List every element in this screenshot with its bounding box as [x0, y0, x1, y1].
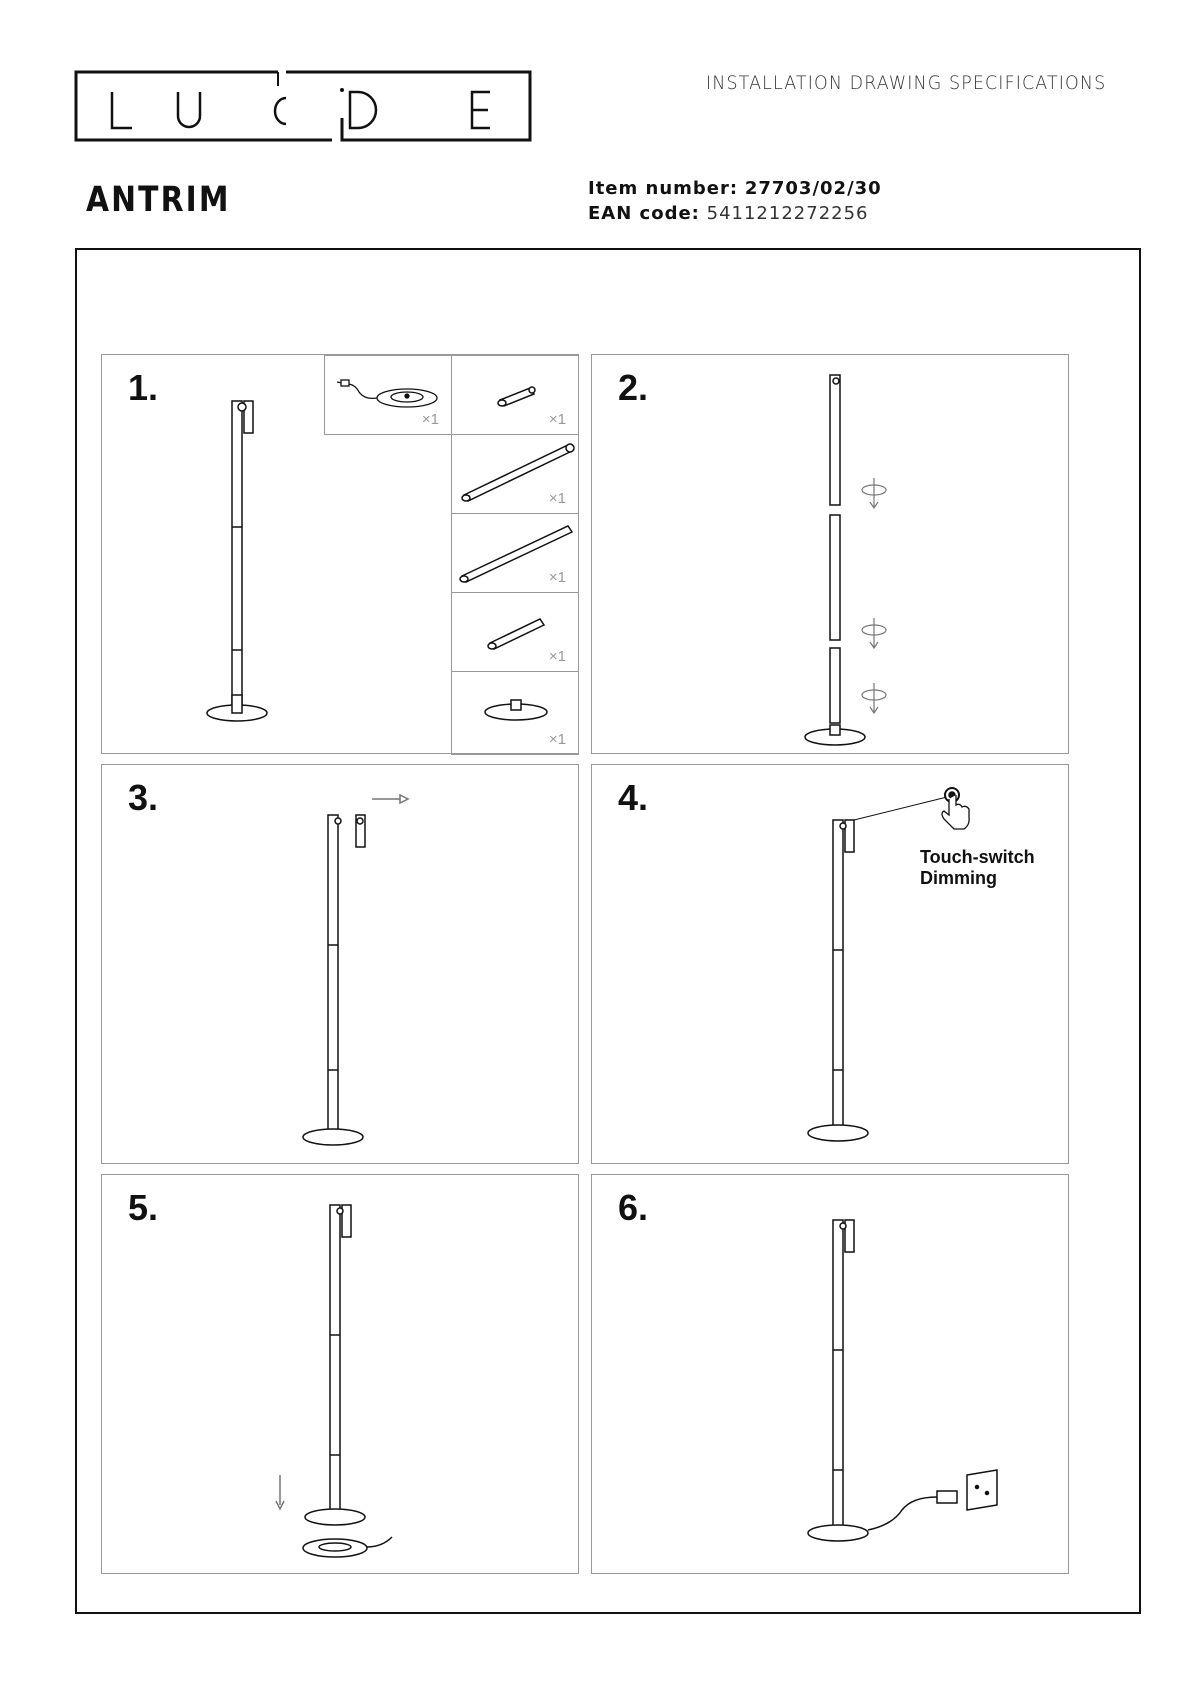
part-cell-lower-tube [451, 592, 579, 672]
part-qty: ×1 [421, 411, 439, 428]
step-number: 2. [618, 367, 649, 408]
tube-assembly-drawing [592, 355, 1070, 755]
part-qty: ×1 [548, 490, 566, 507]
step-number: 6. [618, 1187, 649, 1228]
label-line: Touch-switch [920, 847, 1035, 867]
step-6-panel [591, 1174, 1069, 1574]
label-line: Dimming [920, 868, 998, 888]
product-name: ANTRIM [86, 180, 231, 220]
part-cell-base-weight [451, 671, 579, 755]
touch-switch-drawing [592, 765, 1070, 1165]
document-title: INSTALLATION DRAWING SPECIFICATIONS [706, 72, 1107, 94]
part-cell-upper-tube [451, 434, 579, 514]
part-cell-lamp-head [451, 355, 579, 435]
ean-label: EAN code: [588, 203, 700, 224]
part-qty: ×1 [548, 731, 566, 748]
part-qty: ×1 [548, 411, 566, 428]
item-number: 27703/02/30 [744, 178, 882, 199]
step-number: 4. [618, 777, 649, 818]
step-number: 5. [128, 1187, 159, 1228]
touch-switch-label [920, 847, 1035, 889]
step-5-panel [101, 1174, 579, 1574]
rotate-arrows [862, 478, 886, 713]
step-number: 1. [128, 367, 159, 408]
step-2-panel [591, 354, 1069, 754]
part-cell-base-plate [324, 355, 452, 435]
part-qty: ×1 [548, 569, 566, 586]
step-3-panel [101, 764, 579, 1164]
product-meta [588, 176, 882, 226]
part-cell-middle-tube [451, 513, 579, 593]
head-attach-drawing [102, 765, 580, 1165]
plug-in-drawing [592, 1175, 1070, 1575]
lucide-logo [74, 68, 534, 144]
item-number-label: Item number: [588, 178, 739, 199]
step-number: 3. [128, 777, 159, 818]
step-4-panel [591, 764, 1069, 1164]
ean-code: 5411212272256 [706, 203, 869, 224]
step-1-panel [101, 354, 579, 754]
base-placement-drawing [102, 1175, 580, 1575]
part-qty: ×1 [548, 648, 566, 665]
